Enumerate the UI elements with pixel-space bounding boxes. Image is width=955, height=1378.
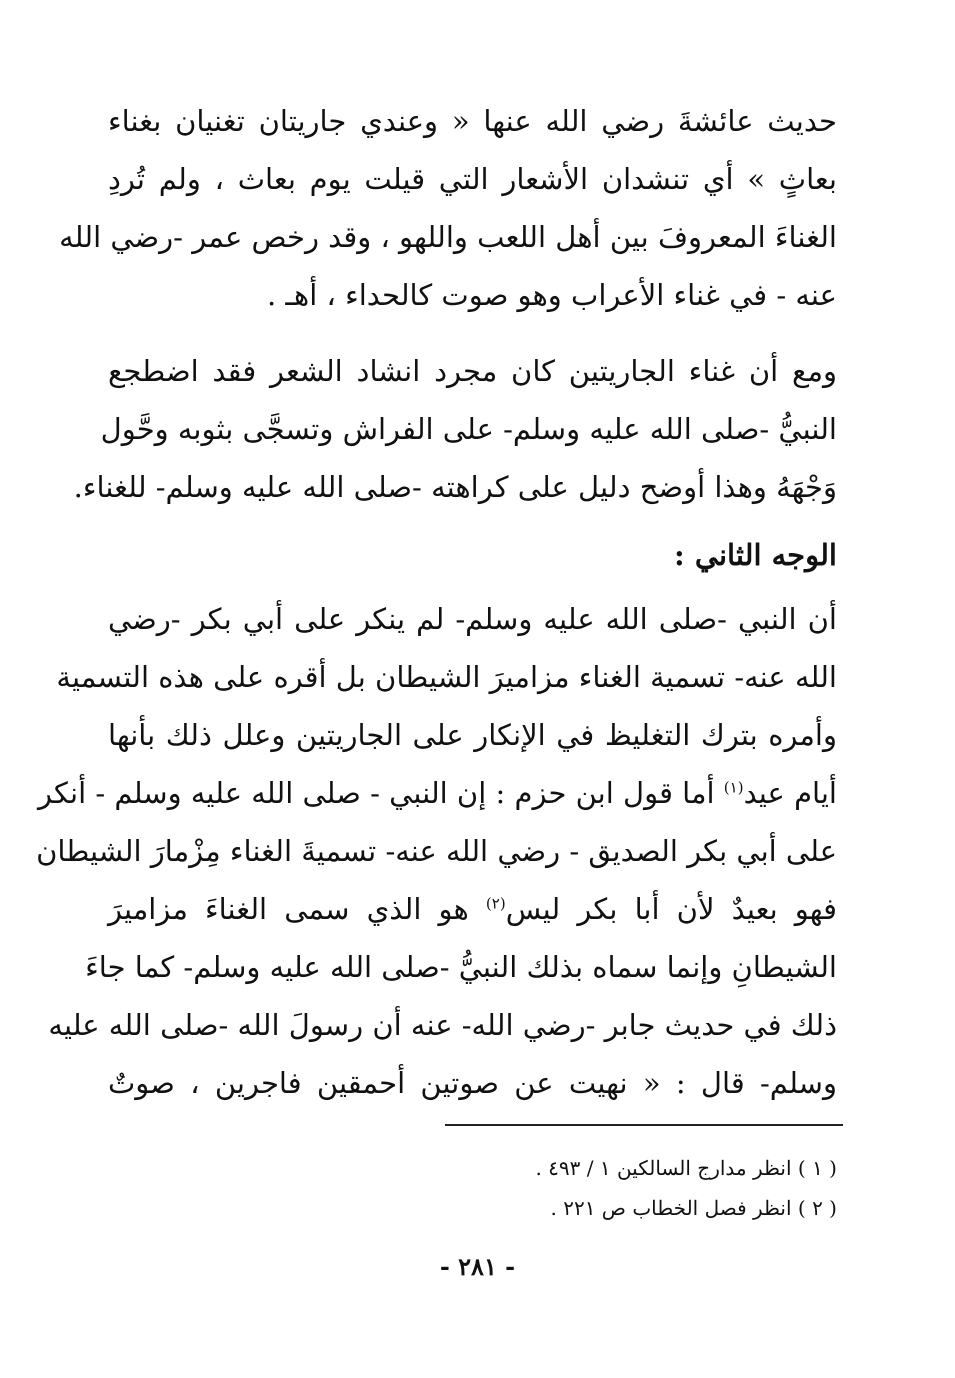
text-line: عنه - في غناء الأعراب وهو صوت كالحداء ، أهـ . bbox=[267, 278, 837, 312]
line-text: أما قول ابن حزم : إن النبي - صلى الله عليه وسلم - أنكر bbox=[38, 776, 724, 810]
text-line: ومع أن غناء الجاريتين كان مجرد انشاد الشعر فقد اضطجع bbox=[108, 354, 837, 388]
paragraph-gap bbox=[108, 324, 837, 342]
footnotes bbox=[137, 1148, 837, 1228]
text-line: النبيُّ -صلى الله عليه وسلم- على الفراش وتسجَّى بثوبه وحَّول bbox=[100, 412, 837, 446]
text-line: حديث عائشةَ رضي الله عنها « وعندي جاريتان تغنيان بغناء bbox=[108, 104, 837, 138]
paragraph-1 bbox=[59, 92, 837, 324]
line-text: فهو بعيدٌ لأن أبا بكر ليس bbox=[505, 892, 837, 926]
text-line: الله عنه- تسمية الغناء مزاميرَ الشيطان بل أقره على هذه التسمية bbox=[56, 660, 837, 694]
text-line bbox=[38, 764, 837, 822]
section-heading: الوجه الثاني : bbox=[674, 538, 837, 572]
footnote-marker-1[interactable]: (١) bbox=[723, 778, 744, 797]
line-text: هو الذي سمى الغناءَ مزاميرَ bbox=[108, 892, 486, 926]
paragraph-2 bbox=[73, 342, 837, 516]
text-line: وأمره بترك التغليظ في الإنكار على الجاريتين وعلل ذلك بأنها bbox=[108, 718, 837, 752]
page-number: - ٢٨١ - bbox=[439, 1252, 516, 1281]
text-line: أن النبي -صلى الله عليه وسلم- لم ينكر على أبي بكر -رضي bbox=[108, 602, 837, 636]
text-line: بعاثٍ » أي تنشدان الأشعار التي قيلت يوم بعاث ، ولم تُردِ bbox=[108, 162, 837, 196]
text-line: الغناءَ المعروفَ بين أهل اللعب واللهو ، وقد رخص عمر -رضي الله bbox=[59, 220, 837, 254]
text-line: وسلم- قال : « نهيت عن صوتين أحمقين فاجرين ، صوتٌ bbox=[108, 1066, 837, 1100]
line-text: أيام عيد bbox=[743, 776, 837, 810]
main-text bbox=[36, 92, 837, 1112]
text-line: ذلك في حديث جابر -رضي الله- عنه أن رسولَ الله -صلى الله عليه bbox=[48, 1008, 837, 1042]
footnote-1: ( ١ ) انظر مدارج السالكين ١ / ٤٩٣ . bbox=[535, 1156, 837, 1180]
footnote-divider bbox=[445, 1124, 843, 1126]
text-line: على أبي بكر الصديق - رضي الله عنه- تسميةَ الغناء مِزْمارَ الشيطان bbox=[36, 834, 837, 868]
text-line: وَجْهَهُ وهذا أوضح دليل على كراهته -صلى الله عليه وسلم- للغناء. bbox=[73, 470, 837, 504]
footnote-marker-2[interactable]: (٢) bbox=[485, 894, 506, 913]
text-line bbox=[108, 880, 837, 938]
paragraph-3 bbox=[36, 590, 837, 1112]
footnote-2: ( ٢ ) انظر فصل الخطاب ص ٢٢١ . bbox=[550, 1196, 837, 1220]
text-line: الشيطانِ وإنما سماه بذلك النبيُّ -صلى الله عليه وسلم- كما جاءَ bbox=[85, 950, 837, 984]
